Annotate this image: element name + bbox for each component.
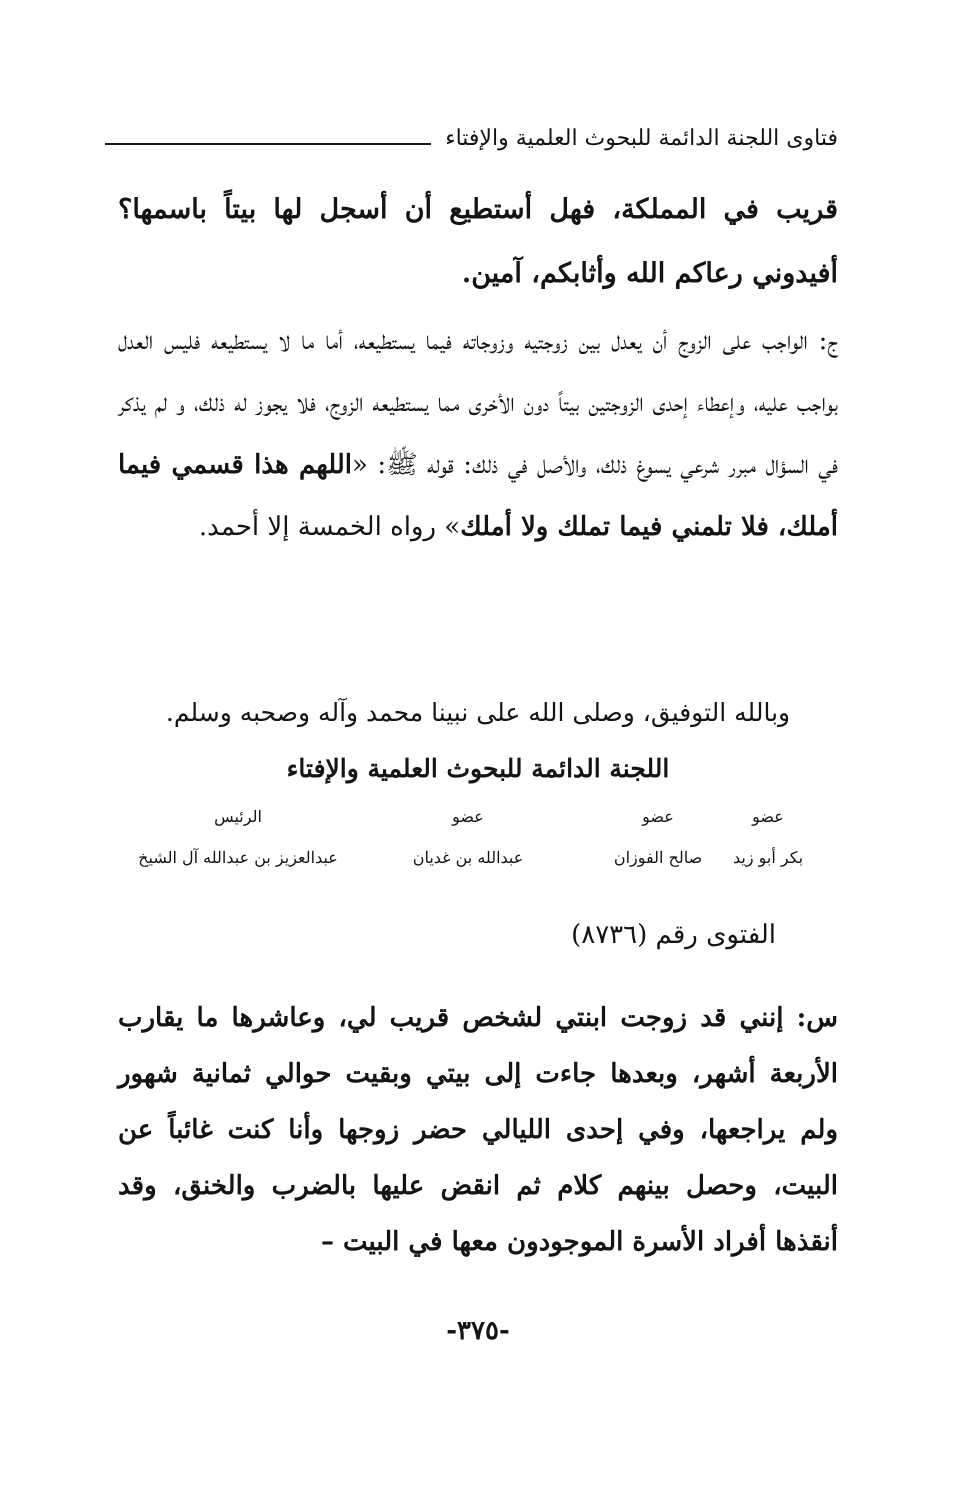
- member-name: صالح الفوزان: [613, 848, 703, 867]
- member-signature: [588, 800, 728, 882]
- member-role: عضو: [752, 807, 784, 826]
- member-name: بكر أبو زيد: [732, 848, 804, 867]
- member-role: عضو: [452, 807, 484, 826]
- page-number: -٣٧٥-: [446, 1316, 510, 1346]
- member-name: عبدالله بن غديان: [412, 848, 524, 867]
- member-signature: [378, 800, 558, 882]
- closing-prayer: وبالله التوفيق، وصلى الله على نبينا محمد وآله وصحبه وسلم.: [165, 698, 791, 727]
- question-paragraph: س: إنني قد زوجت ابنتي لشخص قريب لي، وعاشرها ما يقارب الأربعة أشهر، وبعدها جاءت إلى بيتي وبقيت حوالي ثمانية شهور ولم يراجعها، وفي إحدى الليالي حضر زوجها وأنا كنت غائباً عن البيت، وحصل بينهم كلام ثم انقض عليها بالضرب والخنق، وقد أنقذها أفراد الأسرة الموجودون معها في البيت –: [118, 1003, 838, 1257]
- committee-signatures: [118, 800, 838, 890]
- answer-paragraph: [118, 310, 838, 558]
- member-role: عضو: [642, 807, 674, 826]
- fatwa-number: الفتوى رقم (٨٧٣٦): [571, 920, 776, 950]
- running-header: [105, 116, 838, 160]
- header-title: فتاوى اللجنة الدائمة للبحوث العلمية والإفتاء: [445, 125, 838, 151]
- committee-title: اللجنة الدائمة للبحوث العلمية والإفتاء: [286, 754, 670, 783]
- hadith-quote: اللهم هذا قسمي فيما أملك، فلا تلمني فيما تملك ولا أملك: [118, 450, 838, 542]
- member-name: عبدالعزيز بن عبدالله آل الشيخ: [138, 848, 338, 867]
- answer-intro: ج: الواجب على الزوج أن يعدل بين زوجتيه وزوجاته فيما يستطيعه، أما ما لا يستطيعه فليس العدل بواجب عليه، وإعطاء إحدى الزوجتين بيتاً دون الأخرى مما يستطيعه الزوج، فلا يجوز له ذلك، و لم يذكر في السؤال مبرر شرعي يسوغ ذلك، والأصل في ذلك: قوله ﷺ: «: [118, 326, 838, 480]
- question-continuation: قريب في المملكة، فهل أستطيع أن أسجل لها بيتاً باسمها؟ أفيدوني رعاكم الله وأثابكم، آمين.: [118, 194, 838, 289]
- member-role: الرئيس: [214, 807, 262, 826]
- member-signature: [113, 800, 363, 882]
- answer-outro: » رواه الخمسة إلا أحمد.: [198, 512, 461, 542]
- header-rule: [105, 143, 431, 145]
